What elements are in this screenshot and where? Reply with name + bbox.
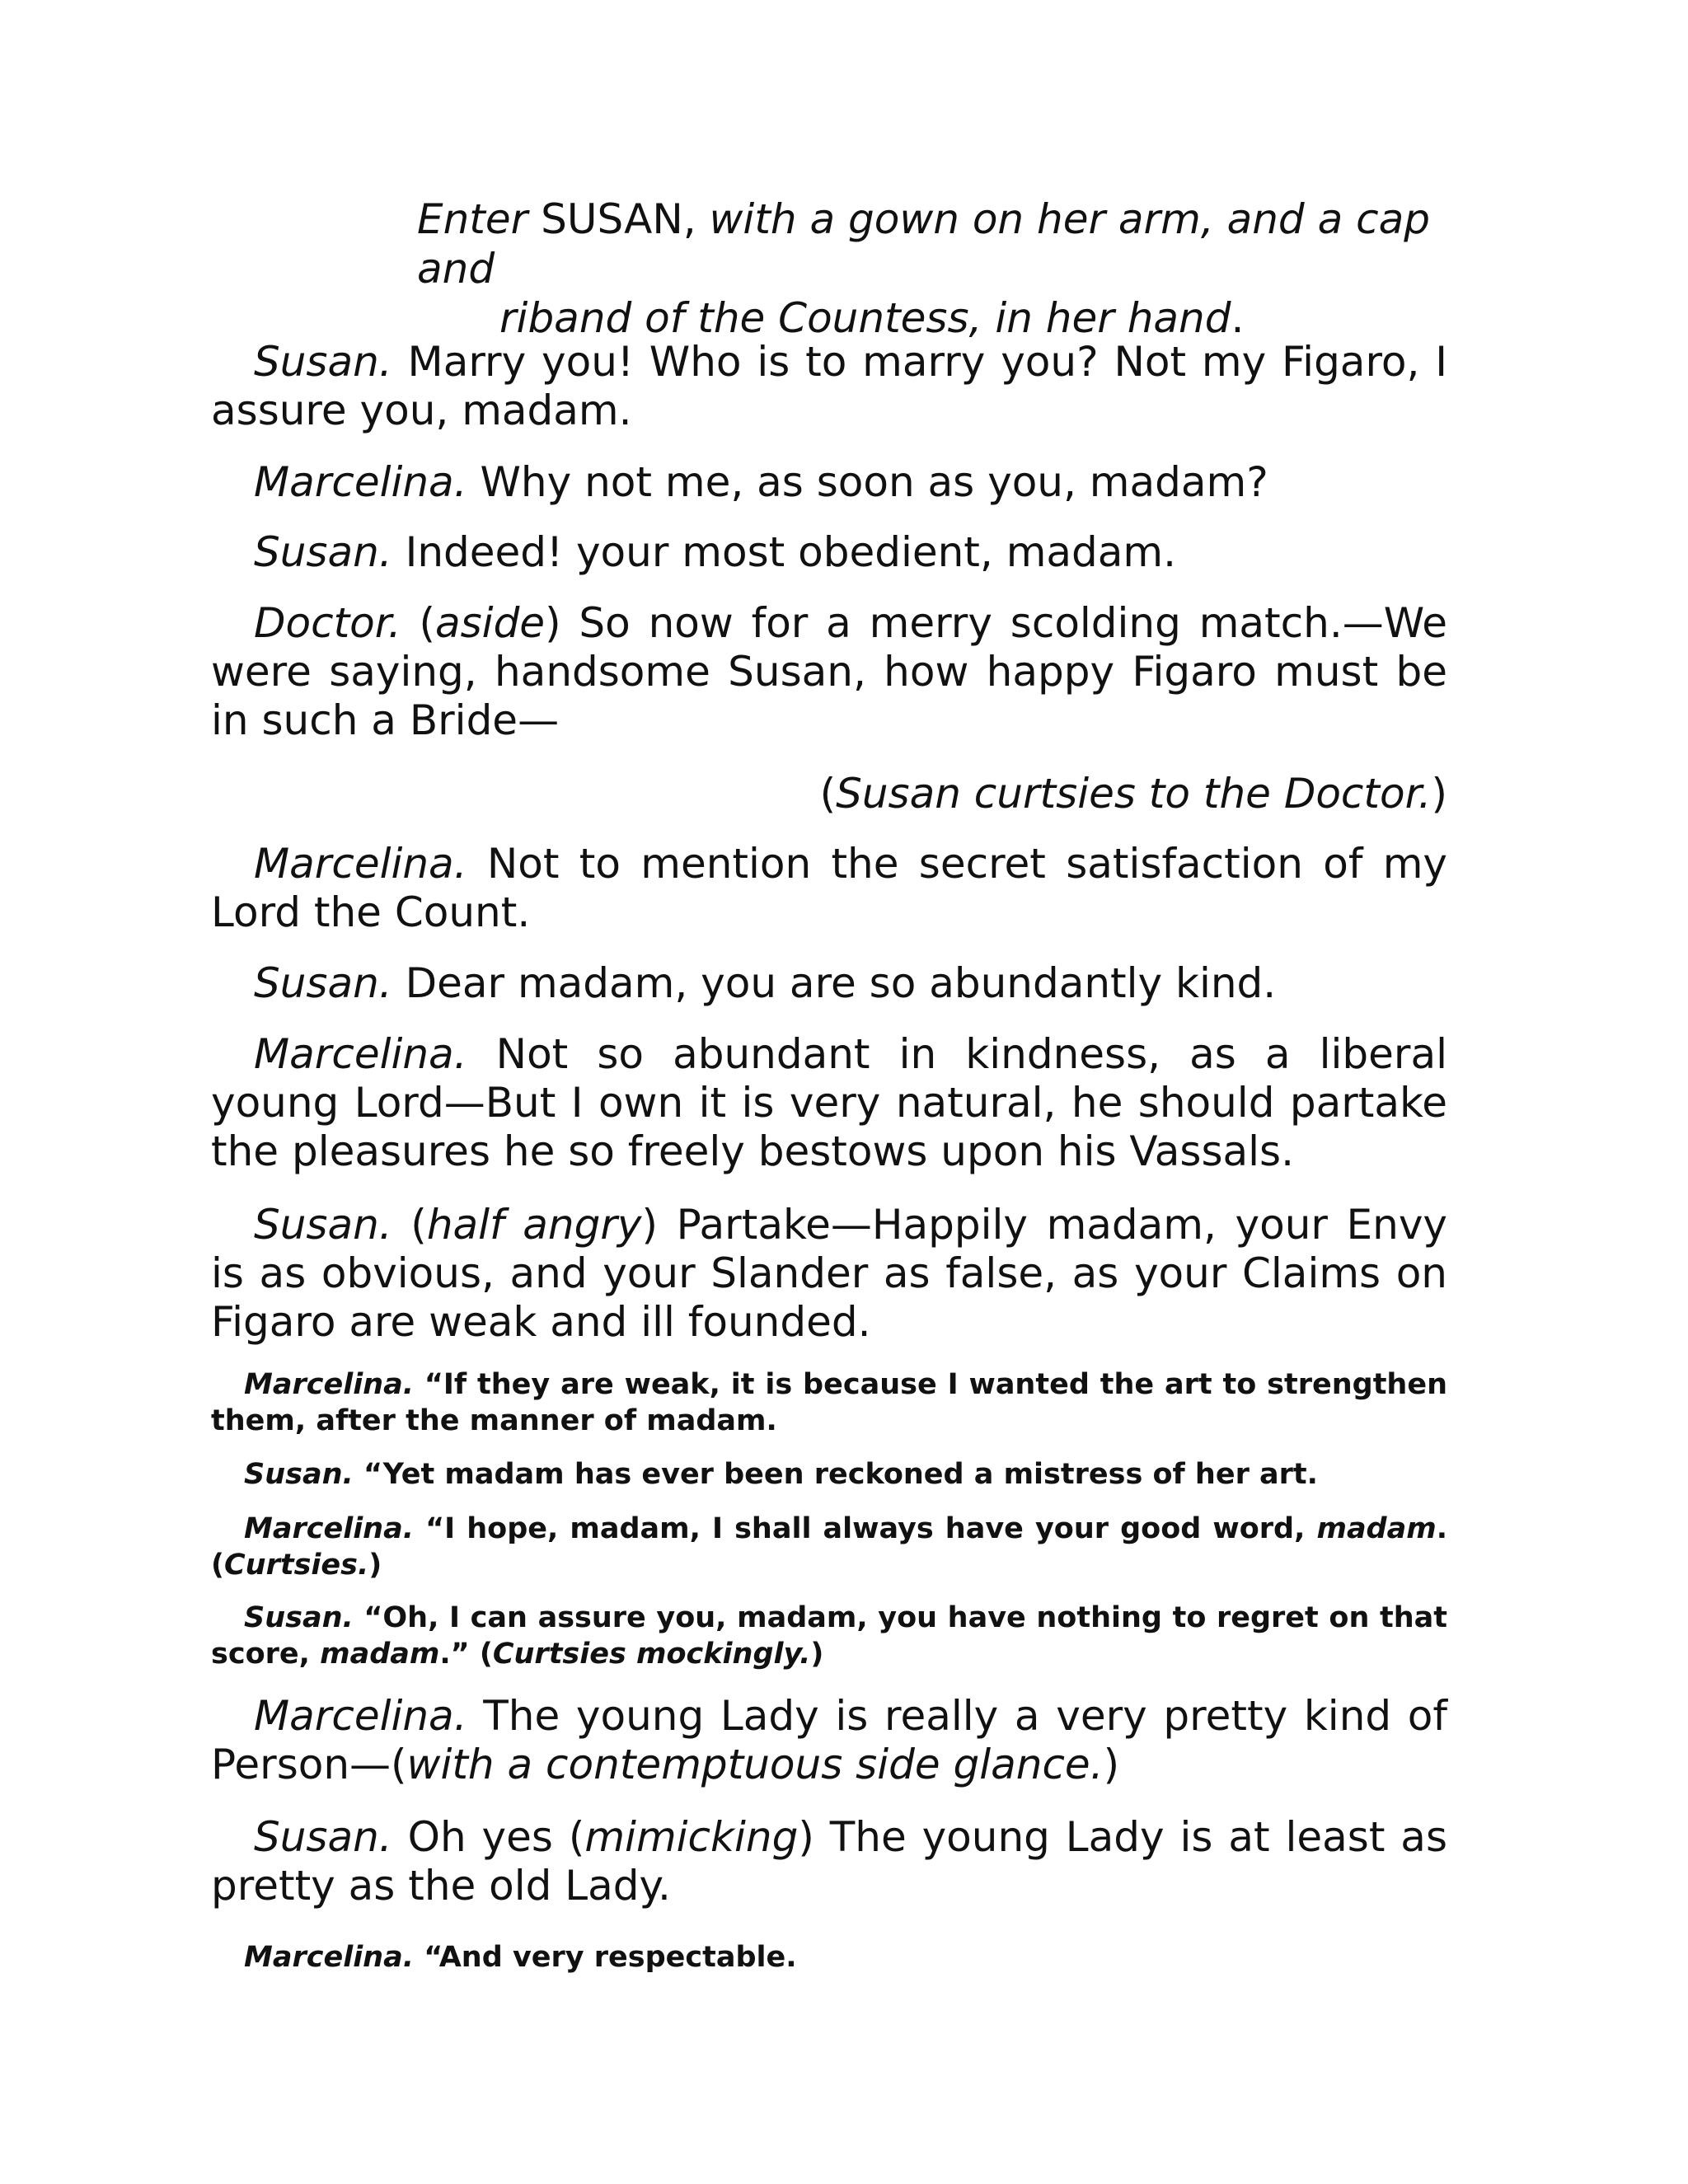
quote-close: .”: [439, 1638, 480, 1671]
dialogue-line: Marcelina. The young Lady is really a very pretty kind of Person—(with a contemptuous side glance.): [211, 1692, 1447, 1788]
quoted-text: “Oh, I can assure you, madam, you have nothing to regret on that score,: [211, 1601, 1447, 1671]
dialogue-text: Indeed! your most obedient, madam.: [392, 528, 1177, 576]
emphasis: madam: [1316, 1512, 1437, 1545]
stage-enter: Enter: [417, 195, 528, 243]
aside-direction: mimicking: [584, 1813, 799, 1861]
quoted-text: “Yet madam has ever been reckoned a mistress of her art.: [353, 1458, 1318, 1491]
quoted-line: [211, 1939, 1447, 1975]
quoted-line: Susan. “Oh, I can assure you, madam, you have nothing to regret on that score, madam.” (Curtsies mockingly.): [211, 1601, 1447, 1671]
dialogue-text: Why not me, as soon as you, madam?: [467, 458, 1268, 506]
speaker: Doctor.: [254, 599, 401, 647]
dialogue-line: [211, 840, 1447, 937]
dialogue-line: Doctor. (aside) So now for a merry scolding match.—We were saying, handsome Susan, how happy Figaro must be in such a Bride—: [211, 599, 1447, 744]
quoted-text: “If they are weak, it is because I wanted the art to strengthen them, after the manner of madam.: [211, 1368, 1447, 1437]
dialogue-line: [211, 1813, 1447, 1910]
speaker: Susan.: [254, 1813, 392, 1861]
speaker: Marcelina.: [254, 458, 467, 506]
dialogue-line: [211, 458, 1447, 507]
stage-text-1: with a gown on her arm, and a cap and: [417, 195, 1430, 293]
page: [211, 0, 1447, 2184]
aside-direction: aside: [434, 599, 546, 647]
quoted-text: “I hope, madam, I shall always have your good word,: [414, 1512, 1317, 1545]
quoted-line: [211, 1456, 1447, 1493]
stage-note: with a contemptuous side glance.: [406, 1741, 1104, 1788]
dialogue-line: [211, 528, 1447, 577]
speaker: Marcelina.: [244, 1512, 415, 1545]
speaker: Susan.: [254, 959, 392, 1007]
speaker: Susan.: [244, 1458, 354, 1491]
speaker: Susan.: [244, 1601, 354, 1634]
speaker: Susan.: [254, 528, 392, 576]
dialogue-text: Oh yes (: [392, 1813, 585, 1861]
stage-direction: Enter SUSAN, with a gown on her arm, and a cap and riband of the Countess, in her hand.: [417, 195, 1430, 342]
dialogue-line: Susan. (half angry) Partake—Happily madam, your Envy is as obvious, and your Slander as false, as your Claims on Figaro are weak and ill founded.: [211, 1201, 1448, 1346]
dialogue-text: ) The young Lady is at least as pretty as the old Lady.: [211, 1813, 1448, 1910]
dialogue-text: Marry you! Who is to marry you? Not my Figaro, I assure you, madam.: [211, 338, 1447, 434]
quoted-line: [211, 1366, 1447, 1439]
stage-note: Susan curtsies to the Doctor.: [836, 770, 1432, 818]
speaker: Susan.: [254, 338, 392, 386]
dialogue-line: [211, 959, 1447, 1008]
stage-character: SUSAN: [541, 195, 683, 243]
dialogue-text: Not to mention the secret satisfaction of my Lord the Count.: [211, 840, 1447, 936]
stage-text-2: riband of the Countess, in her hand: [499, 294, 1231, 342]
stage-note: Curtsies.: [224, 1549, 369, 1582]
speaker: Marcelina.: [254, 1692, 467, 1740]
speaker: Marcelina.: [244, 1941, 415, 1974]
speaker: Marcelina.: [244, 1368, 415, 1401]
dialogue-line: [211, 1030, 1447, 1176]
quoted-text: “And very respectable.: [414, 1941, 797, 1974]
speaker: Susan.: [254, 1201, 392, 1249]
speaker: Marcelina.: [254, 1030, 467, 1078]
speaker: Marcelina.: [254, 840, 467, 888]
stage-direction-line: (Susan curtsies to the Doctor.): [819, 770, 1447, 818]
stage-note: Curtsies mockingly.: [492, 1638, 811, 1671]
dialogue-text: Partake—Happily madam, your Envy is as obvious, and your Slander as false, as your Claims on Figaro are weak and ill founded.: [211, 1201, 1448, 1346]
aside-direction: half angry: [426, 1201, 642, 1249]
quoted-line: Marcelina. “I hope, madam, I shall always have your good word, madam. (Curtsies.): [211, 1512, 1447, 1582]
dialogue-text: The young Lady is really a very pretty kind of Person—: [211, 1692, 1447, 1788]
dialogue-text: Not so abundant in kindness, as a liberal young Lord—But I own it is very natural, he should partake the pleasures he so freely bestows upon his Vassals.: [211, 1030, 1447, 1175]
emphasis: madam: [320, 1638, 440, 1671]
dialogue-text: So now for a merry scolding match.—We were saying, handsome Susan, how happy Figaro must be in such a Bride—: [211, 599, 1447, 744]
dialogue-text: Dear madam, you are so abundantly kind.: [392, 959, 1277, 1007]
dialogue-line: [211, 338, 1447, 435]
